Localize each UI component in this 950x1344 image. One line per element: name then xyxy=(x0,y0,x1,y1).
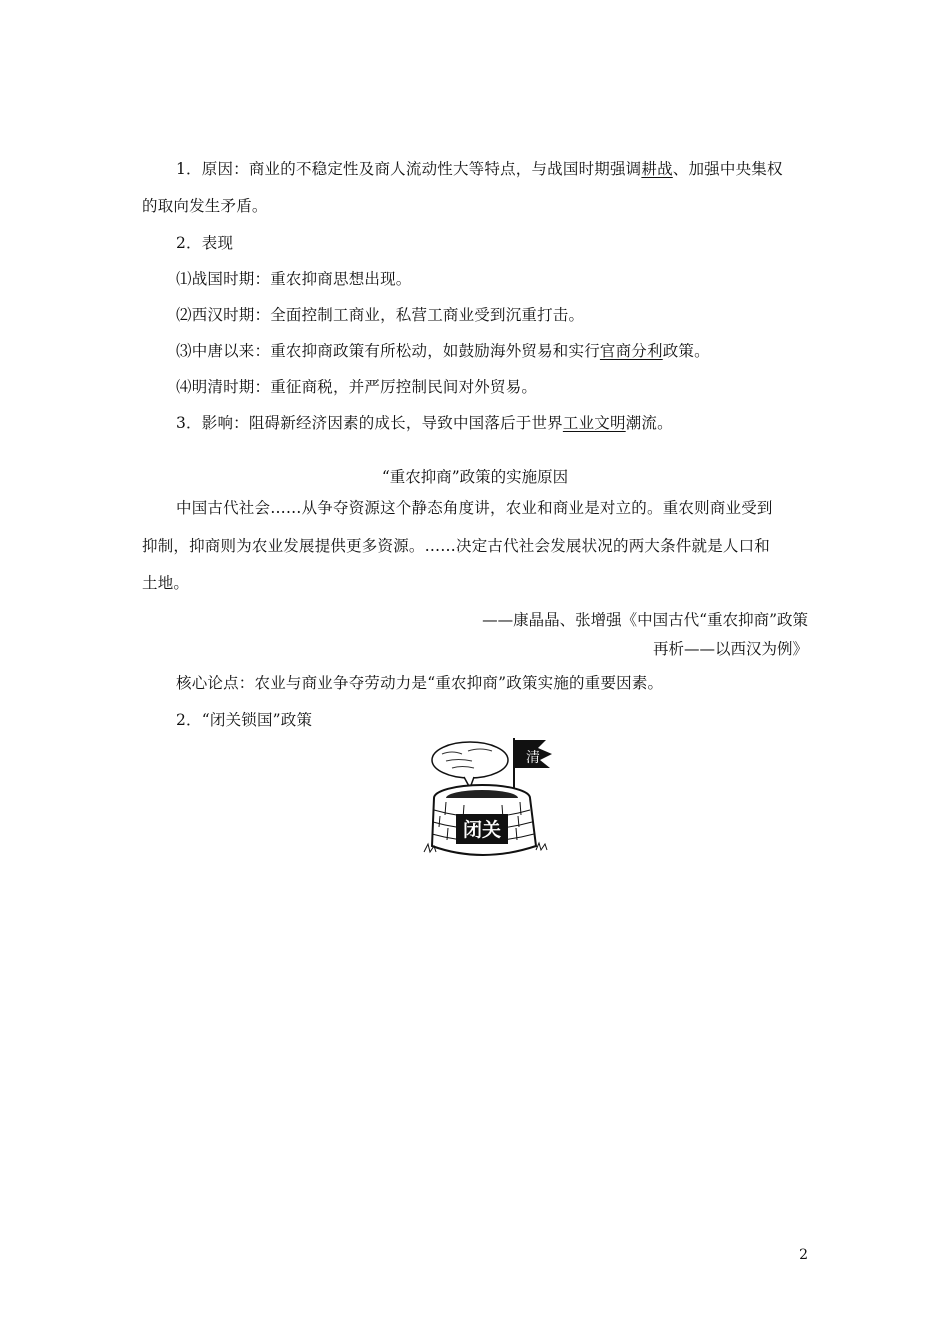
speech-bubble xyxy=(432,742,508,778)
cause-text-end: 、加强中央集权 xyxy=(672,160,783,178)
manifestation-item-3: ⑶中唐以来：重农抑商政策有所松动，如鼓励海外贸易和实行官商分利政策。 xyxy=(176,342,710,360)
closed-door-well-illustration xyxy=(418,734,558,860)
excerpt-title: “重农抑商”政策的实施原因 xyxy=(381,468,569,486)
cause-line xyxy=(176,158,783,180)
excerpt-source-line-1: ——康晶晶、张增强《中国古代“重农抑商”政策 xyxy=(482,611,808,629)
underlined-term-guanshang: 官商分利 xyxy=(599,342,663,360)
cause-line-continued: 的取向发生矛盾。 xyxy=(142,197,268,215)
manifestation-item-1: ⑴战国时期：重农抑商思想出现。 xyxy=(176,270,412,288)
wall-text: 闭关 xyxy=(462,819,502,841)
excerpt-source-line-2: 再析——以西汉为例》 xyxy=(652,640,808,658)
manifestation-heading: 2．表现 xyxy=(176,234,234,252)
cause-text: 1．原因：商业的不稳定性及商人流动性大等特点，与战国时期强调 xyxy=(176,160,642,178)
section-heading-closed-door: 2．“闭关锁国”政策 xyxy=(176,711,313,729)
flag-text: 清 xyxy=(526,750,540,766)
underlined-term-gengzhan: 耕战 xyxy=(641,160,673,178)
core-argument: 核心论点：农业与商业争夺劳动力是“重农抑商”政策实施的重要因素。 xyxy=(176,674,664,692)
manifestation-item-2: ⑵西汉时期：全面控制工商业，私营工商业受到沉重打击。 xyxy=(176,306,585,324)
excerpt-paragraph-line-1: 中国古代社会……从争夺资源这个静态角度讲，农业和商业是对立的。重农则商业受到 xyxy=(176,499,773,517)
manifestation-item-4: ⑷明清时期：重征商税，并严厉控制民间对外贸易。 xyxy=(176,378,538,396)
underlined-term-gongye: 工业文明 xyxy=(562,414,626,432)
page-number: 2 xyxy=(799,1247,808,1263)
influence-line: 3．影响：阻碍新经济因素的成长，导致中国落后于世界工业文明潮流。 xyxy=(176,414,673,432)
excerpt-paragraph-line-2: 抑制，抑商则为农业发展提供更多资源。……决定古代社会发展状况的两大条件就是人口和 xyxy=(142,537,771,555)
excerpt-paragraph-line-3: 土地。 xyxy=(142,574,190,592)
